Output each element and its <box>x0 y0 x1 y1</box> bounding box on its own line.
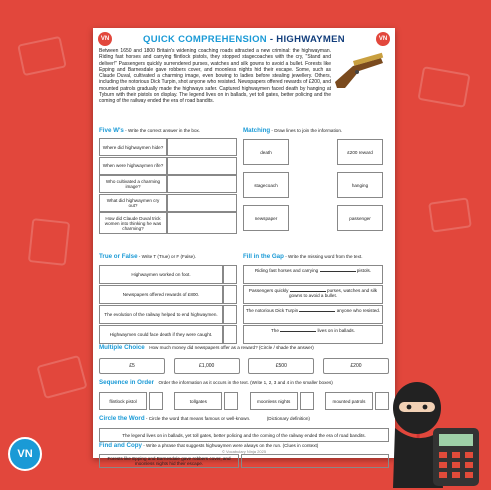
fill-gap-item <box>243 265 383 284</box>
matching-right-item[interactable]: hanging <box>337 172 383 198</box>
find-copy-answer-box[interactable] <box>241 454 389 468</box>
five-ws-row <box>99 157 237 175</box>
matching-left-item[interactable]: stagecoach <box>243 172 289 198</box>
background-book-doodle <box>417 66 470 108</box>
five-ws-instruction: - Write the correct answer in the box. <box>123 128 201 133</box>
background-book-doodle <box>28 218 70 266</box>
footer-credit: © Vocabulary Ninja 2025 <box>221 449 267 454</box>
find-copy-sentence: Forests like Epping and Barnesdale gave robbers cover, and moonless nights hid their escape. <box>99 454 239 468</box>
fill-gap-before: The notorious Dick Turpin <box>245 308 300 313</box>
fill-gap-after: pistols. <box>355 268 372 273</box>
true-false-instruction: - Write T (True) or F (False). <box>137 254 197 259</box>
background-book-doodle <box>17 36 67 76</box>
matching-right-item[interactable]: £200 reward <box>337 139 383 165</box>
true-false-row <box>99 305 237 324</box>
true-false-statement: Highwaymen worked on foot. <box>99 265 223 284</box>
five-ws-question: Where did highwaymen hide? <box>99 138 167 156</box>
fill-gap-before: Riding fast horses and carrying <box>254 268 320 273</box>
title-main: QUICK COMPREHENSION <box>143 34 267 45</box>
circle-word-heading: Circle the Word <box>99 415 145 422</box>
true-false-section <box>99 245 237 345</box>
worksheet <box>93 28 395 466</box>
vocabulary-ninja-logo: VN <box>8 437 42 471</box>
fill-gap-before: The <box>270 328 281 333</box>
sequence-label: flintlock pistol <box>99 392 147 410</box>
five-ws-row <box>99 138 237 156</box>
matching-right-item[interactable]: passenger <box>337 205 383 231</box>
circle-word-note: (Dictionary definition) <box>266 416 310 421</box>
true-false-answer-box[interactable] <box>223 285 237 304</box>
page-title <box>99 34 389 45</box>
logo-left: VN <box>98 32 112 46</box>
matching-left-item[interactable]: newspaper <box>243 205 289 231</box>
fill-gap-item <box>243 285 383 304</box>
matching-section <box>243 119 383 238</box>
sequence-section <box>99 371 389 410</box>
fill-gap-after: anyone who resisted. <box>335 308 381 313</box>
multiple-choice-option[interactable]: £500 <box>248 358 314 374</box>
five-ws-answer-box[interactable] <box>167 175 237 193</box>
multiple-choice-option[interactable]: £200 <box>323 358 389 374</box>
five-ws-answer-box[interactable] <box>167 138 237 156</box>
sequence-label: tollgates <box>174 392 222 410</box>
five-ws-section <box>99 119 237 235</box>
fill-gap-before: Passengers quickly <box>248 288 290 293</box>
five-ws-question: How did Claude Duval trick women into thinking he was charming? <box>99 212 167 234</box>
five-ws-row <box>99 212 237 234</box>
fill-gap-after: lives on in ballads. <box>316 328 356 333</box>
fill-gap-heading: Fill in the Gap <box>243 253 284 260</box>
flintlock-pistol-icon <box>331 52 387 92</box>
five-ws-heading: Five W's <box>99 127 124 134</box>
fill-gap-blank[interactable] <box>320 271 356 272</box>
circle-word-sentence[interactable]: The legend lives on in ballads, yet toll gates, better policing and the coming of the railway ended the era of road bandits. <box>99 428 389 442</box>
background-book-doodle <box>36 355 87 399</box>
circle-word-instruction: - Circle the word that means famous or well-known. <box>144 416 251 421</box>
multiple-choice-section <box>99 336 389 374</box>
find-copy-heading: Find and Copy <box>99 442 142 449</box>
true-false-row <box>99 265 237 284</box>
matching-heading: Matching <box>243 127 271 134</box>
fill-gap-blank[interactable] <box>280 331 316 332</box>
five-ws-answer-box[interactable] <box>167 194 237 212</box>
matching-instruction: - Draw lines to join the information. <box>270 128 343 133</box>
fill-gap-section <box>243 245 383 345</box>
ninja-calculator-icon <box>385 372 489 488</box>
true-false-statement: Newspapers offered rewards of £800. <box>99 285 223 304</box>
five-ws-row <box>99 194 237 212</box>
fill-gap-item <box>243 305 383 324</box>
matching-left-item[interactable]: death <box>243 139 289 165</box>
five-ws-row <box>99 175 237 193</box>
background-book-doodle <box>428 197 472 232</box>
multiple-choice-instruction: How much money did newspapers offer as a reward? (Circle / shade the answer) <box>149 345 314 350</box>
true-false-statement: Highwaymen could face death if they were caught. <box>99 325 223 344</box>
title-topic: - HIGHWAYMEN <box>266 34 345 45</box>
five-ws-answer-box[interactable] <box>167 157 237 175</box>
true-false-statement: The evolution of the railway helped to end highwaymen. <box>99 305 223 324</box>
true-false-answer-box[interactable] <box>223 305 237 324</box>
multiple-choice-option[interactable]: £1,000 <box>174 358 240 374</box>
sequence-heading: Sequence in Order <box>99 379 155 386</box>
sequence-instruction: Order the information as it occurs in the text. (Write 1, 2, 3 and 4 in the smaller boxes) <box>158 380 333 385</box>
five-ws-question: When were highwaymen rife? <box>99 157 167 175</box>
true-false-row <box>99 285 237 304</box>
five-ws-answer-box[interactable] <box>167 212 237 234</box>
logo-right: VN <box>376 32 390 46</box>
fill-gap-instruction: - Write the missing word from the text. <box>283 254 363 259</box>
true-false-heading: True or False <box>99 253 138 260</box>
sequence-label: mounted patrols <box>325 392 373 410</box>
multiple-choice-heading: Multiple Choice <box>99 344 145 351</box>
fill-gap-blank[interactable] <box>290 291 326 292</box>
fill-gap-after: purses, watches and silk gowns to avoid a bullet. <box>288 288 378 298</box>
five-ws-question: Who cultivated a charming image? <box>99 175 167 193</box>
fill-gap-blank[interactable] <box>299 311 335 312</box>
passage-text: Between 1650 and 1800 Britain's widening coaching roads attracted a new criminal: the highwayman. Riding fast horses and carrying flintlock pistols, they stopped stagecoaches with the cry, "Stand and deliver!" Passengers quickly surrendered purses, watches and silk gowns to avoid a bullet. Forests like Epping and Barnesdale gave robbers cover, and moonless nights hid their escape. Some, such as Claude Duval, cultivated a charming image, even bowing to ladies before stealing jewellery. Others, including the notorious Dick Turpin, shot anyone who resisted. Newspapers offered rewards of £200, and mounted patrols gradually made the highways safer. Captured highwaymen faced death by hanging at Tyburn with their pistols on display. The legend lives on in ballads, yet toll gates, better policing and the coming of the railway ended the era of road bandits. <box>99 48 331 105</box>
five-ws-question: What did highwaymen cry out? <box>99 194 167 212</box>
find-copy-instruction: - Write a phrase that suggests highwaymen were always on the run. (Clues in context) <box>141 443 319 448</box>
sequence-label: moonless nights <box>250 392 298 410</box>
multiple-choice-option[interactable]: £5 <box>99 358 165 374</box>
true-false-answer-box[interactable] <box>223 265 237 284</box>
